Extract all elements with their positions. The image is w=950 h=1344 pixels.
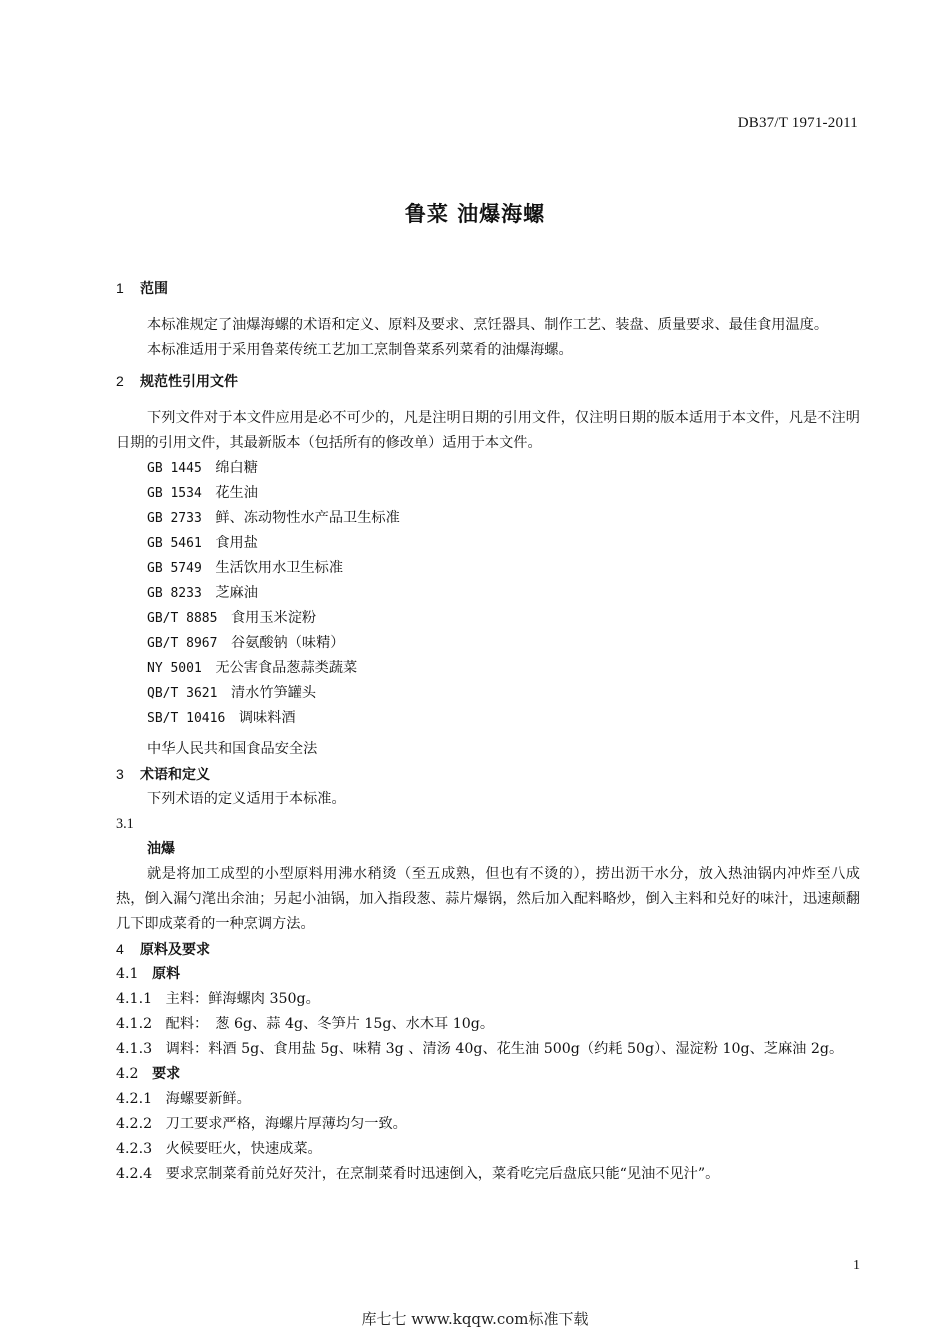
subsection-number: 3.1	[116, 816, 134, 832]
reference-item: GB 1534 花生油	[147, 485, 258, 501]
clause-item: 4.2.2 刀工要求严格，海螺片厚薄均匀一致。	[116, 1116, 407, 1132]
reference-item: GB 5461 食用盐	[147, 535, 258, 551]
law-reference: 中华人民共和国食品安全法	[147, 741, 318, 757]
reference-item: GB/T 8885 食用玉米淀粉	[147, 610, 317, 626]
section-title: 范围	[140, 281, 168, 297]
section-3-heading	[116, 762, 860, 787]
reference-item: SB/T 10416 调味料酒	[147, 710, 296, 726]
section-title: 原料及要求	[140, 942, 210, 958]
page-number: 1	[853, 1258, 860, 1273]
subsection-4-2-heading: 4.2 要求	[116, 1066, 181, 1082]
term-definition: 就是将加工成型的小型原料用沸水稍烫（至五成熟，但也有不烫的），捞出沥干水分，放入热油锅内冲炸至八成热，倒入漏勺滗出余油；另起小油锅，加入指段葱、蒜片爆锅，然后加入配料略炒，倒入主料和兑好的味汁，迅速颠翻几下即成菜肴的一种烹调方法。	[116, 866, 860, 932]
footer-watermark: 库七七 www.kqqw.com标准下载	[361, 1310, 589, 1328]
reference-item: GB 5749 生活饮用水卫生标准	[147, 560, 344, 576]
section-number: 3	[116, 766, 124, 782]
reference-item: GB 2733 鲜、冻动物性水产品卫生标准	[147, 510, 400, 526]
reference-item: QB/T 3621 清水竹笋罐头	[147, 685, 317, 701]
paragraph: 下列术语的定义适用于本标准。	[147, 791, 346, 807]
clause-item: 4.2.3 火候要旺火，快速成菜。	[116, 1141, 322, 1157]
reference-item: GB 8233 芝麻油	[147, 585, 258, 601]
section-1-heading	[116, 276, 860, 301]
document-body	[116, 276, 860, 1187]
clause-item: 4.1.2 配料： 葱 6g、蒜 4g、冬笋片 15g、水木耳 10g。	[116, 1016, 495, 1032]
section-4-heading	[116, 937, 860, 962]
section-2-heading	[116, 369, 860, 394]
reference-item: NY 5001 无公害食品葱蒜类蔬菜	[147, 660, 358, 676]
subsection-4-1-heading: 4.1 原料	[116, 966, 181, 982]
clause-item: 4.1.1 主料：鲜海螺肉 350g。	[116, 991, 320, 1007]
term-title: 油爆	[147, 841, 175, 857]
section-title: 规范性引用文件	[140, 374, 238, 390]
section-number: 2	[116, 373, 124, 389]
clause-item: 4.2.4 要求烹制菜肴前兑好芡汁，在烹制菜肴时迅速倒入，菜肴吃完后盘底只能“见油不见汁”。	[116, 1166, 720, 1182]
section-number: 1	[116, 280, 124, 296]
section-number: 4	[116, 941, 124, 957]
section-title: 术语和定义	[140, 767, 210, 783]
reference-item: GB 1445 绵白糖	[147, 460, 258, 476]
clause-item: 4.2.1 海螺要新鲜。	[116, 1091, 251, 1107]
paragraph: 本标准适用于采用鲁菜传统工艺加工烹制鲁菜系列菜肴的油爆海螺。	[147, 342, 573, 358]
reference-item: GB/T 8967 谷氨酸钠（味精）	[147, 635, 345, 651]
clause-item: 4.1.3 调料：料酒 5g、食用盐 5g、味精 3g 、清汤 40g、花生油 500g（约耗 50g）、湿淀粉 10g、芝麻油 2g。	[116, 1041, 844, 1057]
paragraph: 本标准规定了油爆海螺的术语和定义、原料及要求、烹饪器具、制作工艺、装盘、质量要求、最佳食用温度。	[147, 317, 829, 333]
reference-list	[116, 456, 860, 731]
standard-code: DB37/T 1971-2011	[737, 115, 858, 131]
document-title: 鲁菜 油爆海螺	[404, 202, 546, 226]
paragraph: 下列文件对于本文件应用是必不可少的，凡是注明日期的引用文件，仅注明日期的版本适用于本文件，凡是不注明日期的引用文件，其最新版本（包括所有的修改单）适用于本文件。	[116, 410, 860, 451]
